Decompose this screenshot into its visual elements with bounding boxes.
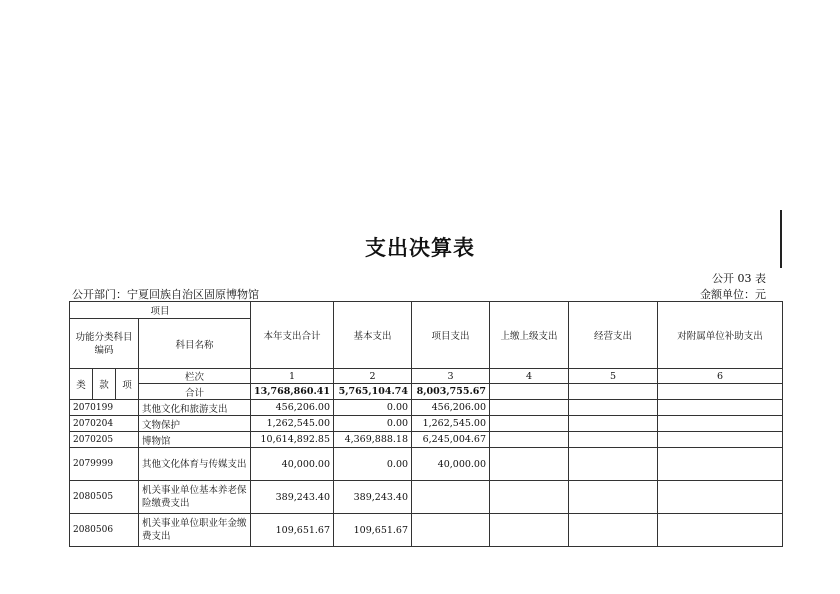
row-value-4: [490, 400, 569, 416]
row-name: 机关事业单位基本养老保险缴费支出: [139, 481, 251, 514]
row-value-1: 456,206.00: [251, 400, 334, 416]
row-value-6: [658, 432, 783, 448]
row-value-3: 1,262,545.00: [412, 416, 490, 432]
col-num-2: 2: [334, 369, 412, 384]
row-value-5: [569, 448, 658, 481]
col-num-5: 5: [569, 369, 658, 384]
row-value-3: 6,245,004.67: [412, 432, 490, 448]
total-value-1: 13,768,860.41: [251, 384, 334, 400]
header-col-6: 对附属单位补助支出: [658, 302, 783, 369]
row-value-6: [658, 400, 783, 416]
header-lanci: 栏次: [139, 369, 251, 384]
row-value-3: 40,000.00: [412, 448, 490, 481]
header-xiang: 项: [116, 369, 139, 400]
table-row: [70, 448, 783, 481]
page-title: 支出决算表: [365, 236, 475, 260]
col-num-1: 1: [251, 369, 334, 384]
row-value-4: [490, 481, 569, 514]
header-col-2: 基本支出: [334, 302, 412, 369]
row-name: 其他文化体育与传媒支出: [139, 448, 251, 481]
row-code: 2079999: [70, 448, 139, 481]
form-number: 公开 03 表: [712, 272, 766, 285]
total-value-4: [490, 384, 569, 400]
row-value-2: 0.00: [334, 416, 412, 432]
table-row: [70, 514, 783, 547]
total-label: 合计: [139, 384, 251, 400]
table-row: [70, 416, 783, 432]
row-value-6: [658, 448, 783, 481]
header-kuan: 款: [93, 369, 116, 400]
row-code: 2070199: [70, 400, 139, 416]
department-label: 公开部门：宁夏回族自治区固原博物馆: [72, 288, 259, 301]
row-name: 博物馆: [139, 432, 251, 448]
row-value-5: [569, 432, 658, 448]
expenditure-table: [69, 301, 783, 547]
header-subject-name: 科目名称: [139, 319, 251, 369]
row-code: 2080506: [70, 514, 139, 547]
table-row: [70, 432, 783, 448]
row-value-5: [569, 481, 658, 514]
row-code: 2080505: [70, 481, 139, 514]
row-value-2: 0.00: [334, 448, 412, 481]
header-item: 项目: [70, 302, 251, 319]
header-col-3: 项目支出: [412, 302, 490, 369]
table-row: [70, 400, 783, 416]
row-code: 2070204: [70, 416, 139, 432]
row-name: 机关事业单位职业年金缴费支出: [139, 514, 251, 547]
row-value-1: 389,243.40: [251, 481, 334, 514]
header-col-1: 本年支出合计: [251, 302, 334, 369]
amount-unit-label: 金额单位：元: [700, 288, 766, 301]
header-col-5: 经营支出: [569, 302, 658, 369]
total-value-3: 8,003,755.67: [412, 384, 490, 400]
row-value-3: 456,206.00: [412, 400, 490, 416]
total-value-5: [569, 384, 658, 400]
header-lei: 类: [70, 369, 93, 400]
row-value-2: 389,243.40: [334, 481, 412, 514]
row-value-2: 109,651.67: [334, 514, 412, 547]
row-value-2: 4,369,888.18: [334, 432, 412, 448]
row-value-6: [658, 514, 783, 547]
row-value-6: [658, 416, 783, 432]
col-num-3: 3: [412, 369, 490, 384]
header-col-4: 上缴上级支出: [490, 302, 569, 369]
row-name: 其他文化和旅游支出: [139, 400, 251, 416]
row-value-4: [490, 416, 569, 432]
row-code: 2070205: [70, 432, 139, 448]
row-value-2: 0.00: [334, 400, 412, 416]
row-value-1: 1,262,545.00: [251, 416, 334, 432]
row-value-3: [412, 481, 490, 514]
row-value-3: [412, 514, 490, 547]
row-value-5: [569, 514, 658, 547]
row-value-4: [490, 432, 569, 448]
row-value-4: [490, 514, 569, 547]
row-value-5: [569, 416, 658, 432]
total-value-6: [658, 384, 783, 400]
row-value-1: 109,651.67: [251, 514, 334, 547]
row-value-4: [490, 448, 569, 481]
row-value-1: 40,000.00: [251, 448, 334, 481]
row-name: 文物保护: [139, 416, 251, 432]
row-value-6: [658, 481, 783, 514]
table-row: [70, 481, 783, 514]
row-value-1: 10,614,892.85: [251, 432, 334, 448]
col-num-6: 6: [658, 369, 783, 384]
col-num-4: 4: [490, 369, 569, 384]
header-func-code: 功能分类科目编码: [70, 319, 139, 369]
total-value-2: 5,765,104.74: [334, 384, 412, 400]
row-value-5: [569, 400, 658, 416]
